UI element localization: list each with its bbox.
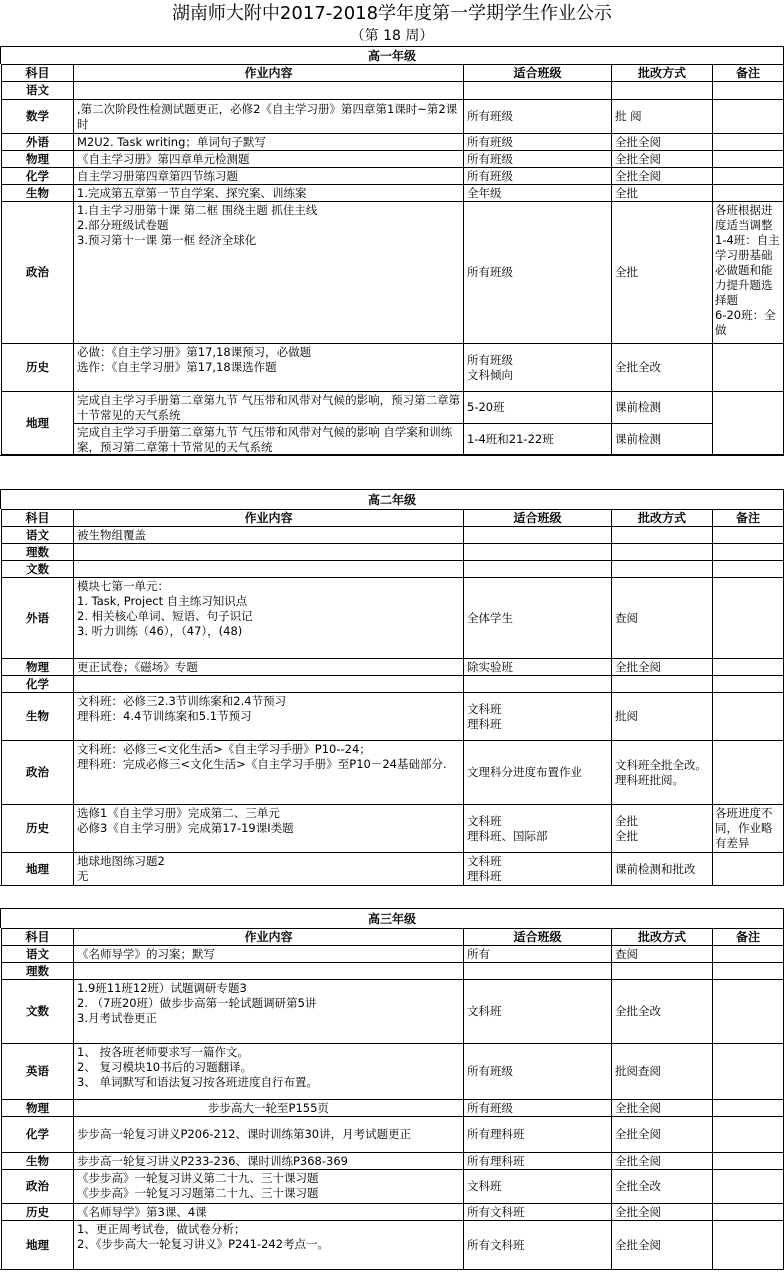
cell-subject: 政治: [1, 1169, 73, 1203]
cell-method: 批阅: [611, 692, 712, 740]
header-subject: 科目: [1, 928, 73, 945]
cell-note: [712, 577, 784, 658]
table-row: [0, 577, 784, 658]
cell-note: [712, 692, 784, 740]
header-content: 作业内容: [73, 64, 463, 81]
cell-content: 步步高大一轮至P155页: [73, 1099, 463, 1116]
cell-subject: 地理: [1, 852, 73, 885]
cell-method: 查阅: [611, 577, 712, 658]
cell-classes: 所有理科班: [463, 1152, 611, 1169]
table-row: [0, 1203, 784, 1220]
cell-note: [712, 184, 784, 201]
cell-subject: 文数: [1, 560, 73, 577]
cell-classes: 所有班级: [463, 201, 611, 343]
table-row: [0, 150, 784, 167]
cell-method: 全批全阅: [611, 1099, 712, 1116]
cell-method: 全批全改: [611, 1169, 712, 1203]
cell-note: [712, 852, 784, 885]
cell-subject: 历史: [1, 804, 73, 852]
cell-method: 全批全阅: [611, 1220, 712, 1269]
table-row: [0, 1220, 784, 1269]
cell-note: [712, 543, 784, 560]
cell-content: 《自主学习册》第四章单元检测题: [73, 150, 463, 167]
cell-classes: 除实验班: [463, 658, 611, 675]
cell-method: 全批: [611, 201, 712, 343]
cell-method: [611, 526, 712, 543]
table-row: [0, 852, 784, 885]
cell-classes: 所有: [463, 945, 611, 962]
header-note: 备注: [712, 928, 784, 945]
table-row: [0, 343, 784, 391]
header-note: 备注: [712, 509, 784, 526]
cell-note: [712, 391, 784, 455]
cell-content: 必做：《自主学习册》第17,18课预习，必做题 选作：《自主学习册》第17,18课选作题: [73, 343, 463, 391]
cell-note: [712, 343, 784, 391]
cell-content: 选修1《自主学习册》完成第二、三单元 必修3《自主学习册》完成第17-19课Ⅰ类题: [73, 804, 463, 852]
page-title: 湖南师大附中2017-2018学年度第一学期学生作业公示: [171, 3, 613, 24]
cell-content: 《步步高》一轮复习讲义第二十九、三十课习题 《步步高》一轮复习习题第二十九、三十课习题: [73, 1169, 463, 1203]
cell-content: [73, 543, 463, 560]
cell-subject: 历史: [1, 343, 73, 391]
cell-content: 1.9班11班12班）试题调研专题3 2. （7班20班）做步步高第一轮试题调研第5讲 3.月考试卷更正: [73, 979, 463, 1043]
cell-content: 自主学习册第四章第四节练习题: [73, 167, 463, 184]
cell-note: [712, 945, 784, 962]
cell-note: 各班进度不同，作业略有差异: [712, 804, 784, 852]
cell-classes: [463, 675, 611, 692]
cell-note: [712, 167, 784, 184]
cell-method: 查阅: [611, 945, 712, 962]
header-content: 作业内容: [73, 509, 463, 526]
cell-method: 批阅查阅: [611, 1043, 712, 1099]
cell-classes: 所有班级: [463, 1099, 611, 1116]
table-row: [0, 692, 784, 740]
cell-note: [712, 658, 784, 675]
table-header-row: [0, 928, 784, 945]
cell-subject: 生物: [1, 1152, 73, 1169]
cell-note: [712, 1203, 784, 1220]
table-row: [0, 526, 784, 543]
cell-content: 模块七第一单元： 1. Task, Project 自主练习知识点 2. 相关核心单词、短语、句子识记 3. 听力训练（46），（47），(48): [73, 577, 463, 658]
cell-note: [712, 962, 784, 979]
table-row: [0, 740, 784, 804]
cell-subject: 语文: [1, 945, 73, 962]
cell-classes: 文理科分进度布置作业: [463, 740, 611, 804]
cell-subject: 化学: [1, 1116, 73, 1152]
cell-content: 更正试卷；《磁场》专题: [73, 658, 463, 675]
grade-title: 高二年级: [0, 489, 784, 509]
cell-content: [73, 962, 463, 979]
table-row: [0, 133, 784, 150]
cell-classes: 所有班级: [463, 167, 611, 184]
cell-method: 全批: [611, 184, 712, 201]
header-method: 批改方式: [611, 509, 712, 526]
cell-subject: 语文: [1, 81, 73, 99]
cell-content: ,第二次阶段性检测试题更正，必修2《自主学习册》第四章第1课时~第2课时: [73, 99, 463, 133]
cell-classes: 文科班 理科班: [463, 692, 611, 740]
cell-method: 批 阅: [611, 99, 712, 133]
header-subject: 科目: [1, 64, 73, 81]
cell-classes-2: 1-4班和21-22班: [463, 423, 611, 455]
cell-content: 被生物组覆盖: [73, 526, 463, 543]
table-row: [0, 675, 784, 692]
cell-subject: 理数: [1, 962, 73, 979]
cell-method: 全批全阅: [611, 1203, 712, 1220]
cell-subject: 文数: [1, 979, 73, 1043]
cell-content: 1.自主学习册第十课 第二框 围绕主题 抓住主线 2.部分班级试卷题 3.预习第十一课 第一框 经济全球化: [73, 201, 463, 343]
table-row: [0, 1116, 784, 1152]
section-end: [0, 885, 784, 886]
cell-classes: 所有理科班: [463, 1116, 611, 1152]
cell-classes: [463, 526, 611, 543]
cell-note: [712, 979, 784, 1043]
table-row: [0, 1152, 784, 1169]
header-classes: 适合班级: [463, 928, 611, 945]
cell-content: [73, 560, 463, 577]
table-row: [0, 1043, 784, 1099]
cell-content-1: 完成自主学习手册第二章第九节 气压带和风带对气候的影响，预习第二章第十节常见的天气系统: [73, 391, 463, 423]
cell-note: [712, 1152, 784, 1169]
cell-method: [611, 81, 712, 99]
table-header-row: [0, 64, 784, 81]
cell-method: 全批全阅: [611, 150, 712, 167]
cell-classes: [463, 560, 611, 577]
table-row: [0, 560, 784, 577]
section-end: [0, 1269, 784, 1270]
cell-method-1: 课前检测: [611, 391, 712, 423]
table-row: [0, 543, 784, 560]
cell-note: [712, 1043, 784, 1099]
table-row: [0, 201, 784, 343]
cell-content: 《名师导学》的习案；默写: [73, 945, 463, 962]
cell-classes: 所有班级: [463, 99, 611, 133]
cell-subject: 物理: [1, 150, 73, 167]
cell-method: [611, 962, 712, 979]
cell-subject: 政治: [1, 201, 73, 343]
table-row: [0, 167, 784, 184]
cell-subject: 物理: [1, 1099, 73, 1116]
cell-subject: 物理: [1, 658, 73, 675]
cell-content: 1、更正周考试卷，做试卷分析； 2、《步步高大一轮复习讲义》P241-242考点一。: [73, 1220, 463, 1269]
table-row: [0, 1099, 784, 1116]
cell-method: 全批全阅: [611, 658, 712, 675]
cell-note: [712, 740, 784, 804]
cell-note: [712, 1220, 784, 1269]
cell-classes: 所有班级: [463, 150, 611, 167]
cell-content: [73, 675, 463, 692]
cell-note: [712, 1169, 784, 1203]
cell-classes-1: 5-20班: [463, 391, 611, 423]
cell-classes: 文科班: [463, 1169, 611, 1203]
table-row: [0, 99, 784, 133]
table-row: [0, 979, 784, 1043]
cell-classes: [463, 962, 611, 979]
cell-classes: [463, 543, 611, 560]
cell-subject: 外语: [1, 133, 73, 150]
cell-subject: 语文: [1, 526, 73, 543]
header-content: 作业内容: [73, 928, 463, 945]
table-header-row: [0, 509, 784, 526]
header-classes: 适合班级: [463, 509, 611, 526]
table-row: [0, 945, 784, 962]
cell-note: [712, 99, 784, 133]
cell-content: 1.完成第五章第一节自学案、探究案、训练案: [73, 184, 463, 201]
cell-method: 课前检测和批改: [611, 852, 712, 885]
cell-method-split: [611, 391, 712, 455]
table-row: [0, 962, 784, 979]
header-note: 备注: [712, 64, 784, 81]
cell-subject: 理数: [1, 543, 73, 560]
cell-method: [611, 560, 712, 577]
cell-method: 全批全阅: [611, 1152, 712, 1169]
header-method: 批改方式: [611, 64, 712, 81]
section-gap: [0, 455, 784, 456]
cell-subject: 数学: [1, 99, 73, 133]
header-subject: 科目: [1, 509, 73, 526]
cell-note: [712, 133, 784, 150]
cell-classes: 全体学生: [463, 577, 611, 658]
cell-method: 全批全阅: [611, 1116, 712, 1152]
cell-content: 步步高一轮复习讲义P206-212、课时训练第30讲，月考试题更正: [73, 1116, 463, 1152]
cell-classes: 所有班级 文科倾向: [463, 343, 611, 391]
table-row: [0, 658, 784, 675]
cell-content: 1、 按各班老师要求写一篇作文。 2、 复习模块10书后的习题翻译。 3、 单词默写和语法复习按各班进度自行布置。: [73, 1043, 463, 1099]
cell-classes: 文科班 理科班、国际部: [463, 804, 611, 852]
cell-content: [73, 81, 463, 99]
cell-note: [712, 81, 784, 99]
cell-subject: 政治: [1, 740, 73, 804]
cell-subject: 地理: [1, 391, 73, 455]
cell-method: 全批全阅: [611, 167, 712, 184]
cell-subject: 化学: [1, 675, 73, 692]
cell-content-split: [73, 391, 463, 455]
cell-method: 文科班全批全改。理科班批阅。: [611, 740, 712, 804]
cell-subject: 英语: [1, 1043, 73, 1099]
cell-note: [712, 675, 784, 692]
cell-note: [712, 1099, 784, 1116]
cell-classes: [463, 81, 611, 99]
cell-content: 《名师导学》第3课、4课: [73, 1203, 463, 1220]
cell-classes-split: [463, 391, 611, 455]
cell-note: [712, 1116, 784, 1152]
table-row-geography: [0, 391, 784, 455]
table-row: [0, 1169, 784, 1203]
cell-note: [712, 526, 784, 543]
cell-method-2: 课前检测: [611, 423, 712, 455]
cell-method: 全批全改: [611, 979, 712, 1043]
cell-subject: 地理: [1, 1220, 73, 1269]
cell-method: 全批全改: [611, 343, 712, 391]
cell-content: 文科班：必修三2.3节训练案和2.4节预习 理科班：4.4节训练案和5.1节预习: [73, 692, 463, 740]
cell-classes: 所有班级: [463, 133, 611, 150]
cell-content-2: 完成自主学习手册第二章第九节 气压带和风带对气候的影响 自学案和训练案，预习第二章第十节常见的天气系统: [73, 423, 463, 455]
cell-subject: 化学: [1, 167, 73, 184]
cell-note: [712, 560, 784, 577]
cell-classes: 文科班: [463, 979, 611, 1043]
header-method: 批改方式: [611, 928, 712, 945]
header-classes: 适合班级: [463, 64, 611, 81]
cell-classes: 所有班级: [463, 1043, 611, 1099]
cell-content: 文科班：必修三<文化生活>《自主学习手册》P10--24； 理科班：完成必修三<文化生活>《自主学习手册》至P10－24基础部分.: [73, 740, 463, 804]
cell-subject: 历史: [1, 1203, 73, 1220]
cell-classes: 文科班 理科班: [463, 852, 611, 885]
cell-content: M2U2. Task writing；单词句子默写: [73, 133, 463, 150]
cell-note: 各班根据进度适当调整 1-4班：自主学习册基础必做题和能力提升题选择题 6-20班：全做: [712, 201, 784, 343]
cell-subject: 生物: [1, 184, 73, 201]
cell-method: [611, 543, 712, 560]
table-row: [0, 184, 784, 201]
cell-note: [712, 150, 784, 167]
cell-classes: 全年级: [463, 184, 611, 201]
cell-content: 步步高一轮复习讲义P233-236、课时训练P368-369: [73, 1152, 463, 1169]
table-row: [0, 81, 784, 99]
cell-subject: 外语: [1, 577, 73, 658]
cell-method: [611, 675, 712, 692]
cell-method: 全批全阅: [611, 133, 712, 150]
cell-content: 地球地图练习题2 无: [73, 852, 463, 885]
grade-title: 高三年级: [0, 908, 784, 928]
week-label: （第 18 周）: [350, 28, 434, 44]
table-row: [0, 804, 784, 852]
cell-classes: 所有文科班: [463, 1203, 611, 1220]
grade-title: 高一年级: [0, 46, 784, 64]
cell-classes: 所有文科班: [463, 1220, 611, 1269]
cell-method: 全批 全批: [611, 804, 712, 852]
cell-subject: 生物: [1, 692, 73, 740]
